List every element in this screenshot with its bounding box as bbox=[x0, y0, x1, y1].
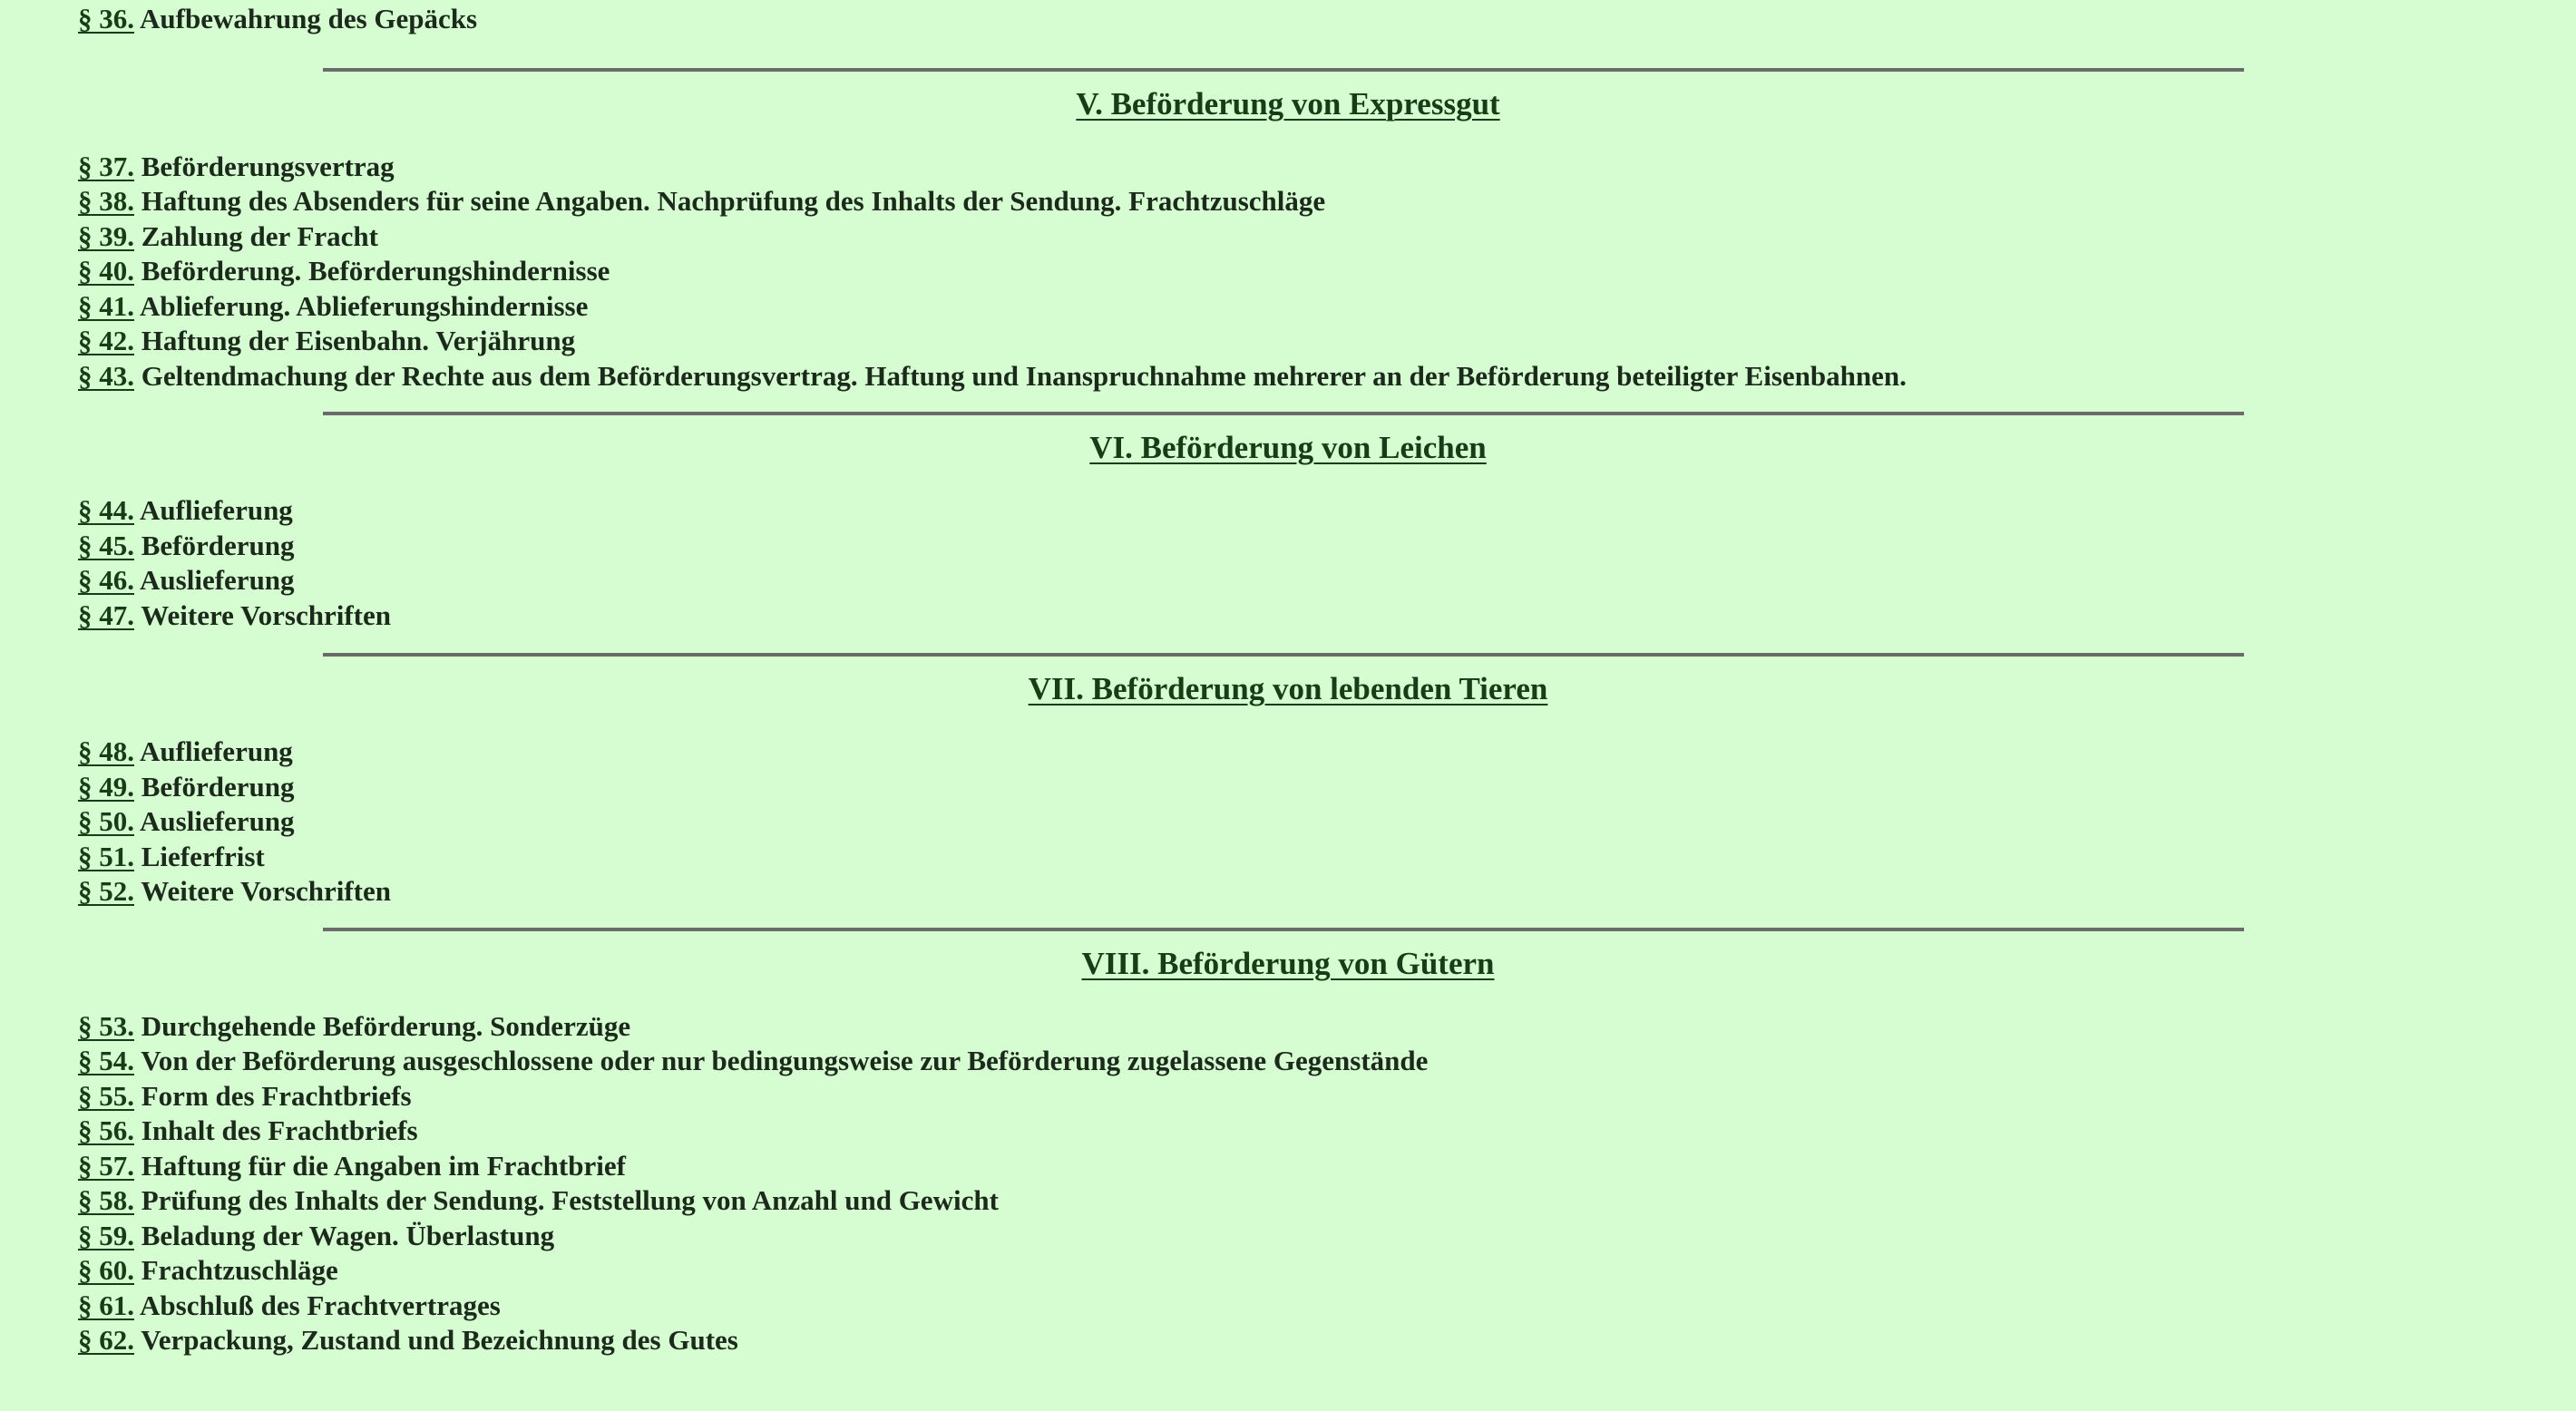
paragraph-title: Geltendmachung der Rechte aus dem Beförderungsvertrag. Haftung und Inanspruchnahme mehrerer an der Beförderung beteiligter Eisenbahnen. bbox=[141, 359, 1907, 392]
list-item bbox=[78, 1044, 2498, 1079]
paragraph-title: Beförderung. Beförderungshindernisse bbox=[141, 255, 610, 287]
section-heading bbox=[0, 86, 2576, 122]
paragraph-title: Beförderung bbox=[141, 770, 295, 803]
section-heading bbox=[0, 430, 2576, 466]
paragraph-title: Haftung für die Angaben im Frachtbrief bbox=[141, 1149, 626, 1182]
section-heading-link[interactable]: VI. Beförderung von Leichen bbox=[1089, 430, 1487, 465]
paragraph-title: Aufbewahrung des Gepäcks bbox=[140, 3, 478, 34]
list-item bbox=[78, 1114, 2498, 1149]
paragraph-link[interactable]: § 41. bbox=[78, 289, 134, 322]
paragraph-title: Weitere Vorschriften bbox=[141, 875, 391, 907]
section-divider bbox=[323, 928, 2244, 931]
section-heading-link[interactable]: V. Beförderung von Expressgut bbox=[1076, 85, 1500, 122]
paragraph-link[interactable]: § 37. bbox=[78, 150, 134, 182]
list-item bbox=[78, 840, 2498, 875]
entry-list bbox=[78, 2, 2498, 37]
paragraph-link[interactable]: § 59. bbox=[78, 1219, 134, 1251]
list-item bbox=[78, 2, 2498, 37]
paragraph-title: Haftung der Eisenbahn. Verjährung bbox=[141, 325, 576, 356]
paragraph-title: Auslieferung bbox=[140, 805, 295, 837]
list-item bbox=[78, 529, 2498, 564]
paragraph-link[interactable]: § 54. bbox=[78, 1045, 134, 1076]
paragraph-link[interactable]: § 46. bbox=[78, 564, 134, 596]
list-item bbox=[78, 359, 2498, 394]
section-heading-link[interactable]: VII. Beförderung von lebenden Tieren bbox=[1028, 671, 1548, 706]
paragraph-title: Von der Beförderung ausgeschlossene oder nur bedingungsweise zur Beförderung zugelassene Gegenstände bbox=[141, 1045, 1429, 1076]
list-item bbox=[78, 493, 2498, 529]
paragraph-title: Auflieferung bbox=[140, 735, 293, 767]
paragraph-title: Zahlung der Fracht bbox=[141, 219, 378, 252]
list-item bbox=[78, 735, 2498, 770]
section-heading bbox=[0, 671, 2576, 707]
paragraph-title: Lieferfrist bbox=[141, 840, 265, 872]
list-item bbox=[78, 1079, 2498, 1114]
entry-list bbox=[78, 493, 2498, 633]
list-item bbox=[78, 1289, 2498, 1324]
paragraph-link[interactable]: § 40. bbox=[78, 255, 134, 287]
list-item bbox=[78, 1183, 2498, 1219]
paragraph-link[interactable]: § 47. bbox=[78, 598, 134, 631]
section-divider bbox=[323, 412, 2244, 415]
paragraph-link[interactable]: § 43. bbox=[78, 359, 134, 392]
paragraph-link[interactable]: § 55. bbox=[78, 1079, 134, 1112]
list-item bbox=[78, 324, 2498, 359]
list-item bbox=[78, 1149, 2498, 1184]
list-item bbox=[78, 1009, 2498, 1045]
list-item bbox=[78, 563, 2498, 598]
list-item bbox=[78, 770, 2498, 805]
paragraph-link[interactable]: § 58. bbox=[78, 1184, 134, 1216]
paragraph-link[interactable]: § 48. bbox=[78, 735, 134, 767]
paragraph-title: Auslieferung bbox=[140, 564, 295, 596]
section-divider bbox=[323, 653, 2244, 657]
paragraph-title: Verpackung, Zustand und Bezeichnung des Gutes bbox=[141, 1324, 738, 1356]
list-item bbox=[78, 150, 2498, 185]
paragraph-title: Beförderung bbox=[141, 529, 295, 561]
list-item bbox=[78, 598, 2498, 634]
paragraph-link[interactable]: § 44. bbox=[78, 494, 134, 526]
paragraph-link[interactable]: § 42. bbox=[78, 325, 134, 356]
list-item bbox=[78, 1219, 2498, 1254]
entry-list bbox=[78, 150, 2498, 394]
section-divider bbox=[323, 68, 2244, 72]
section-heading-link[interactable]: VIII. Beförderung von Gütern bbox=[1081, 945, 1495, 981]
paragraph-link[interactable]: § 52. bbox=[78, 875, 134, 907]
paragraph-link[interactable]: § 39. bbox=[78, 219, 134, 252]
paragraph-link[interactable]: § 61. bbox=[78, 1289, 134, 1321]
entry-list bbox=[78, 735, 2498, 910]
paragraph-title: Inhalt des Frachtbriefs bbox=[141, 1114, 418, 1146]
paragraph-title: Haftung des Absenders für seine Angaben. Nachprüfung des Inhalts der Sendung. Frachtzuschläge bbox=[141, 185, 1326, 217]
list-item bbox=[78, 289, 2498, 325]
paragraph-link[interactable]: § 36. bbox=[78, 3, 134, 34]
paragraph-link[interactable]: § 57. bbox=[78, 1149, 134, 1182]
paragraph-title: Auflieferung bbox=[140, 494, 293, 526]
paragraph-link[interactable]: § 49. bbox=[78, 770, 134, 803]
paragraph-link[interactable]: § 51. bbox=[78, 840, 134, 872]
paragraph-title: Abschluß des Frachtvertrages bbox=[140, 1289, 501, 1321]
paragraph-link[interactable]: § 56. bbox=[78, 1114, 134, 1146]
list-item bbox=[78, 1253, 2498, 1289]
list-item bbox=[78, 254, 2498, 289]
list-item bbox=[78, 1323, 2498, 1358]
paragraph-title: Weitere Vorschriften bbox=[141, 598, 391, 631]
paragraph-link[interactable]: § 38. bbox=[78, 185, 134, 217]
list-item bbox=[78, 804, 2498, 840]
paragraph-title: Form des Frachtbriefs bbox=[141, 1079, 412, 1112]
entry-list bbox=[78, 1009, 2498, 1358]
paragraph-link[interactable]: § 62. bbox=[78, 1324, 134, 1356]
list-item bbox=[78, 219, 2498, 255]
paragraph-link[interactable]: § 50. bbox=[78, 805, 134, 837]
paragraph-title: Beförderungsvertrag bbox=[141, 150, 395, 182]
paragraph-title: Ablieferung. Ablieferungshindernisse bbox=[140, 289, 589, 322]
table-of-contents bbox=[0, 2, 2576, 1358]
paragraph-link[interactable]: § 53. bbox=[78, 1009, 134, 1042]
section-heading bbox=[0, 946, 2576, 982]
list-item bbox=[78, 184, 2498, 219]
paragraph-link[interactable]: § 60. bbox=[78, 1254, 134, 1286]
list-item bbox=[78, 874, 2498, 910]
paragraph-title: Prüfung des Inhalts der Sendung. Feststellung von Anzahl und Gewicht bbox=[141, 1184, 999, 1216]
paragraph-title: Frachtzuschläge bbox=[141, 1254, 338, 1286]
paragraph-link[interactable]: § 45. bbox=[78, 529, 134, 561]
paragraph-title: Durchgehende Beförderung. Sonderzüge bbox=[141, 1009, 631, 1042]
paragraph-title: Beladung der Wagen. Überlastung bbox=[141, 1219, 555, 1251]
